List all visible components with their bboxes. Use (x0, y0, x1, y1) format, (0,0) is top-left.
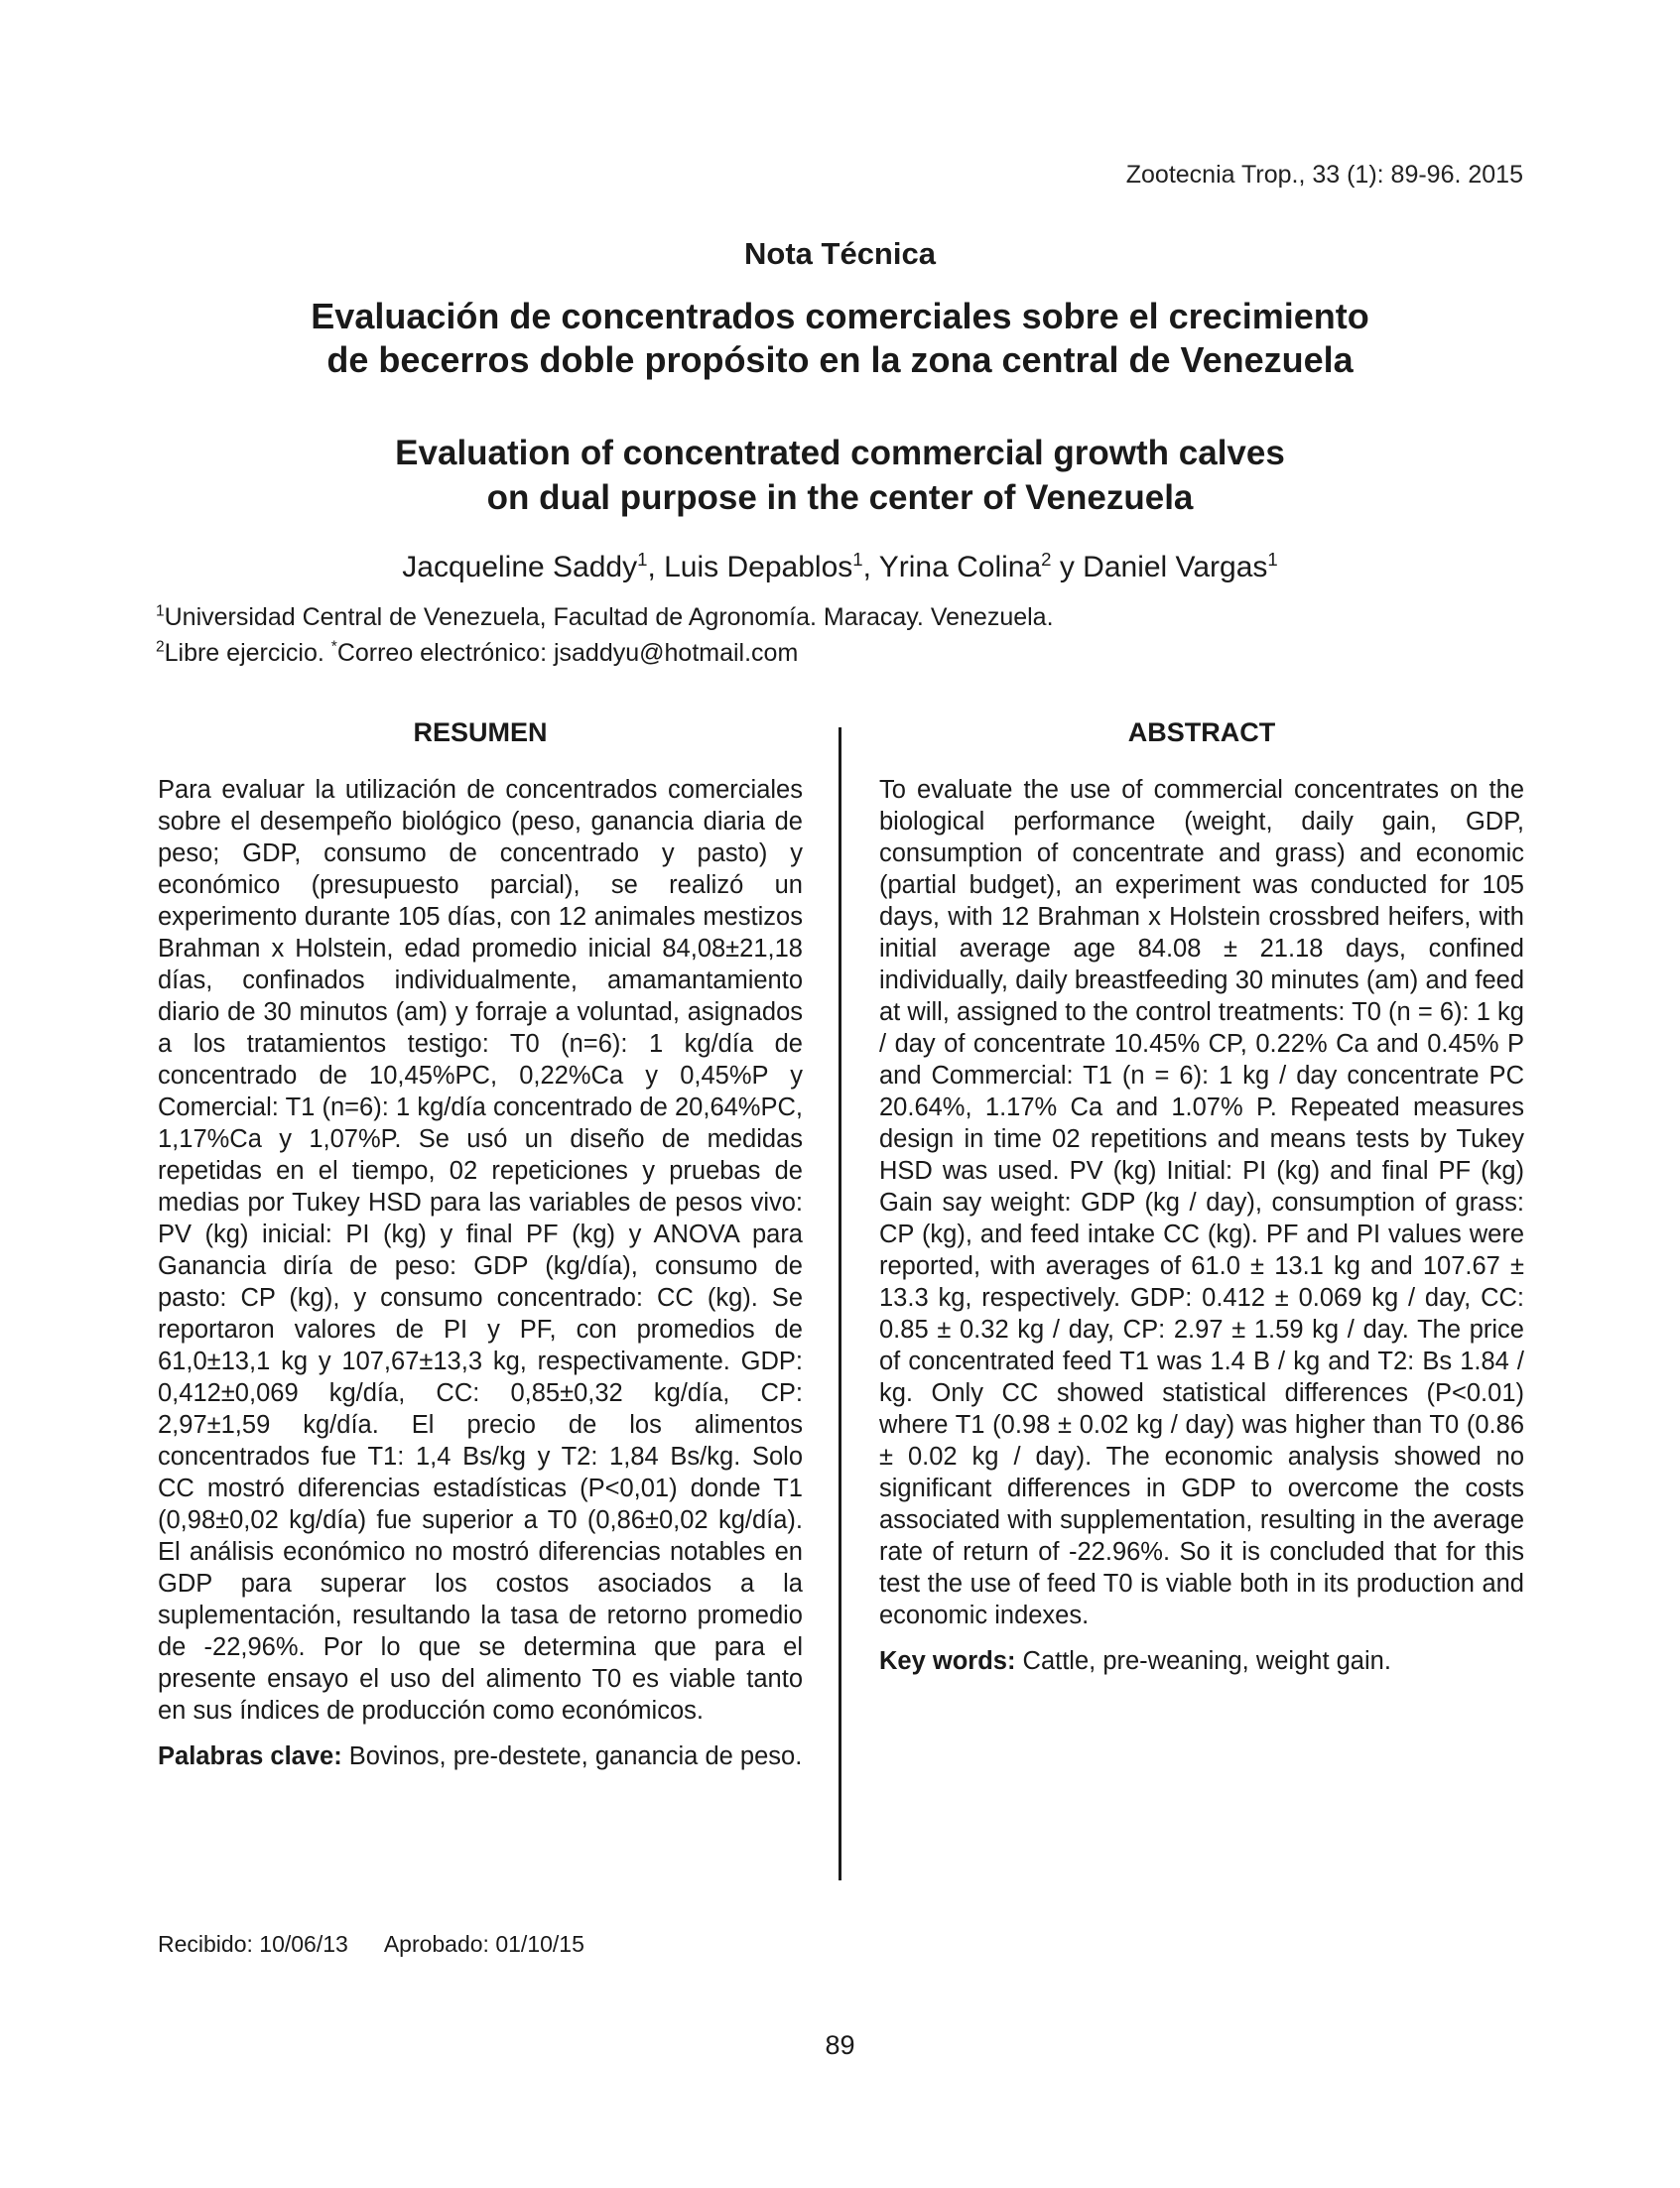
author-name: Jacqueline Saddy (402, 551, 638, 583)
author-name: Yrina Colina (878, 551, 1042, 583)
article-type: Nota Técnica (744, 236, 936, 271)
author-affiliation-mark: 2 (1041, 549, 1052, 570)
abstract-body: To evaluate the use of commercial concentrates on the biological performance (weight, daily gain, GDP, consumption of concentrate and grass) and economic (partial budget), an experiment was conducted for 105 days, with 12 Brahman x Holstein crossbred heifers, with initial average age 84.08 ± 21.18 days, confined individually, daily breastfeeding 30 minutes (am) and feed at will, assigned to the control treatments: T0 (n = 6): 1 kg / day of concentrate 10.45% CP, 0.22% Ca and 0.45% P and Commercial: T1 (n = 6): 1 kg / day concentrate PC 20.64%, 1.17% Ca and 1.07% P. Repeated measures design in time 02 repetitions and means tests by Tukey HSD was used. PV (kg) Initial: PI (kg) and final PF (kg) Gain say weight: GDP (kg / day), consumption of grass: CP (kg), and feed intake CC (kg). PF and PI values were reported, with averages of 61.0 ± 13.1 kg and 107.67 ± 13.3 kg, respectively. GDP: 0.412 ± 0.069 kg / day, CC: 0.85 ± 0.32 kg / day, CP: 2.97 ± 1.59 kg / day. The price of concentrated feed T1 was 1.4 B / kg and T2: Bs 1.84 / kg. Only CC showed statistical differences (P<0.01) where T1 (0.98 ± 0.02 kg / day) was higher than T0 (0.86 ± 0.02 kg / day). The economic analysis showed no significant differences in GDP to overcome the costs associated with supplementation, resulting in the average rate of return of -22.96%. So it is concluded that for this test the use of feed T0 is viable both in its production and economic indexes. (879, 776, 1524, 1629)
title-english (149, 431, 1531, 520)
author-name: Luis Depablos (664, 551, 853, 583)
affiliation-mark: 2 (156, 638, 165, 656)
abstract-heading: ABSTRACT (1127, 717, 1276, 747)
title-spanish (149, 295, 1531, 382)
abstract-column (879, 717, 1524, 1677)
author-affiliation-mark: 1 (852, 549, 863, 570)
resumen-column (158, 717, 803, 1772)
approved-date: Aprobado: 01/10/15 (383, 1931, 584, 1957)
page-number: 89 (825, 2030, 855, 2060)
key-words-text: Cattle, pre-weaning, weight gain. (1015, 1647, 1391, 1675)
resumen-heading: RESUMEN (413, 717, 548, 747)
title-english-line-2: on dual purpose in the center of Venezuela (486, 478, 1194, 517)
author-affiliation-mark: 1 (637, 549, 648, 570)
corresponding-mark: * (330, 638, 337, 656)
submission-dates (158, 1931, 584, 1958)
author-affiliation-mark: 1 (1267, 549, 1278, 570)
column-divider (839, 727, 841, 1880)
affiliation-text: Universidad Central de Venezuela, Facultad de Agronomía. Maracay. Venezuela. (164, 603, 1054, 631)
key-words-label: Key words: (879, 1647, 1016, 1675)
palabras-clave-text: Bovinos, pre-destete, ganancia de peso. (341, 1742, 803, 1770)
palabras-clave-label: Palabras clave: (158, 1742, 342, 1770)
author-list (0, 551, 1680, 584)
title-spanish-line-2: de becerros doble propósito en la zona central de Venezuela (326, 339, 1354, 380)
journal-reference: Zootecnia Trop., 33 (1): 89-96. 2015 (1125, 161, 1523, 189)
affiliation-2 (156, 635, 798, 672)
key-words (879, 1645, 1524, 1677)
title-spanish-line-1: Evaluación de concentrados comerciales sobre el crecimiento (311, 296, 1369, 336)
author-name: Daniel Vargas (1083, 551, 1268, 583)
resumen-body: Para evaluar la utilización de concentrados comerciales sobre el desempeño biológico (peso, ganancia diaria de peso; GDP, consumo de concentrado y pasto) y económico (presupuesto parcial), se realizó un experimento durante 105 días, con 12 animales mestizos Brahman x Holstein, edad promedio inicial 84,08±21,18 días, confinados individualmente, amamantamiento diario de 30 minutos (am) y forraje a voluntad, asignados a los tratamientos testigo: T0 (n=6): 1 kg/día de concentrado de 10,45%PC, 0,22%Ca y 0,45%P y Comercial: T1 (n=6): 1 kg/día concentrado de 20,64%PC, 1,17%Ca y 1,07%P. Se usó un diseño de medidas repetidas en el tiempo, 02 repeticiones y pruebas de medias por Tukey HSD para las variables de pesos vivo: PV (kg) inicial: PI (kg) y final PF (kg) y ANOVA para Ganancia diría de peso: GDP (kg/día), consumo de pasto: CP (kg), y consumo concentrado: CC (kg). Se reportaron valores de PI y PF, con promedios de 61,0±13,1 kg y 107,67±13,3 kg, respectivamente. GDP: 0,412±0,069 kg/día, CC: 0,85±0,32 kg/día, CP: 2,97±1,59 kg/día. El precio de los alimentos concentrados fue T1: 1,4 Bs/kg y T2: 1,84 Bs/kg. Solo CC mostró diferencias estadísticas (P<0,01) donde T1 (0,98±0,02 kg/día) fue superior a T0 (0,86±0,02 kg/día). El análisis económico no mostró diferencias notables en GDP para superar los costos asociados a la suplementación, resultando la tasa de retorno promedio de -22,96%. Por lo que se determina que para el presente ensayo el uso del alimento T0 es viable tanto en sus índices de producción como económicos. (158, 776, 803, 1725)
affiliation-1 (156, 599, 1054, 636)
author-separator: y (1051, 551, 1084, 583)
palabras-clave (158, 1740, 803, 1772)
affiliation-mark: 1 (156, 602, 165, 620)
author-separator: , (862, 551, 879, 583)
affiliation-text: Libre ejercicio. (164, 639, 331, 667)
title-english-line-1: Evaluation of concentrated commercial growth calves (395, 434, 1285, 472)
received-date: Recibido: 10/06/13 (158, 1931, 348, 1957)
author-separator: , (647, 551, 665, 583)
contact-email: Correo electrónico: jsaddyu@hotmail.com (336, 639, 799, 667)
